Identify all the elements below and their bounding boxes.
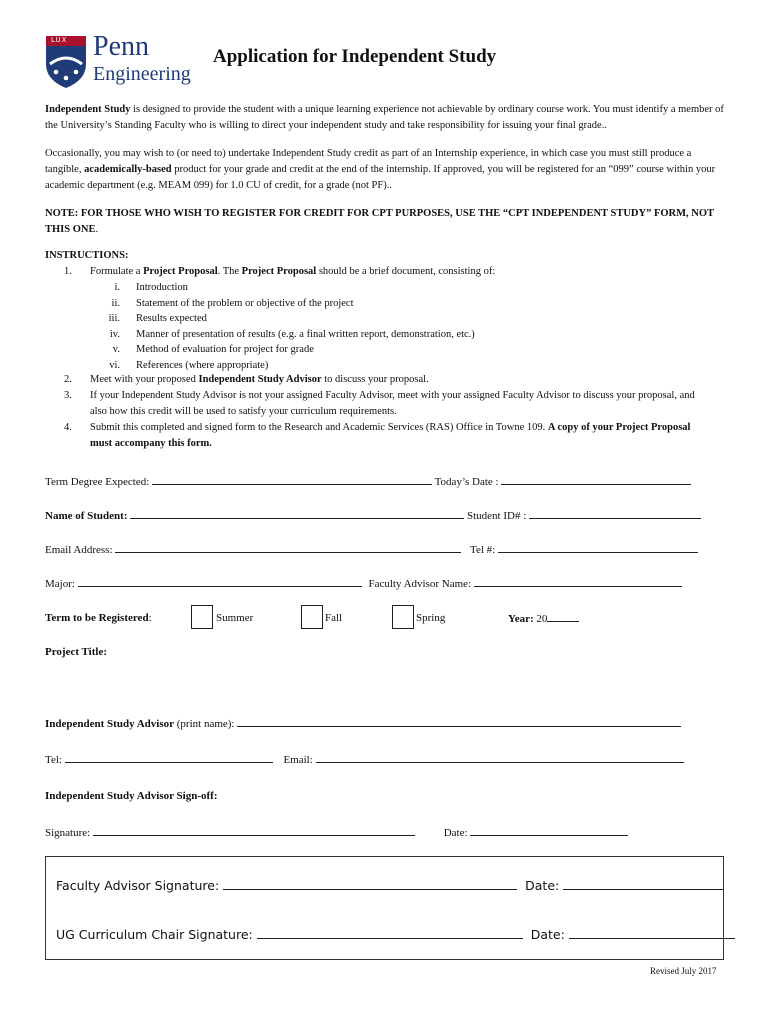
term-degree-label: Term Degree Expected:	[45, 476, 150, 488]
student-id-label: Student ID# :	[467, 510, 527, 522]
term-registered-text: Term to be Registered	[45, 612, 149, 624]
list-num: i.	[114, 282, 120, 293]
intro-text: Occasionally, you may wish to (or need to) undertake Independent Study credit as part of an Internship experience, in which case you must still produce a tangible,	[45, 148, 692, 175]
year-field[interactable]	[547, 611, 579, 622]
step-bold: Project Proposal	[143, 266, 218, 277]
list-text: Method of evaluation for project for grade	[136, 344, 314, 356]
major-label: Major:	[45, 578, 75, 590]
chair-signature-field[interactable]	[257, 926, 523, 939]
year-label: Year:	[508, 613, 534, 625]
step-text: Formulate a	[90, 266, 144, 277]
list-text: Introduction	[136, 282, 188, 293]
tel-label: Tel #:	[470, 544, 496, 556]
student-name-row	[45, 508, 701, 523]
faculty-date-label: Date:	[525, 878, 560, 893]
step-1	[90, 264, 495, 280]
faculty-advisor-name-label: Faculty Advisor Name:	[368, 578, 472, 590]
revised-date: Revised July 2017	[650, 966, 717, 976]
step-4	[90, 420, 710, 452]
step-4-num: 4.	[64, 422, 72, 433]
step-2	[90, 372, 429, 388]
intro-bold: Independent Study	[45, 104, 131, 115]
project-title-label: Project Title:	[45, 646, 108, 658]
todays-date-field[interactable]	[501, 474, 691, 485]
step-text: . The	[217, 266, 242, 277]
chair-signature-row	[56, 926, 735, 942]
step-text: to discuss your proposal.	[321, 374, 429, 385]
faculty-advisor-name-field[interactable]	[474, 576, 682, 587]
step-3: If your Independent Study Advisor is not your assigned Faculty Advisor, meet with your assigned Faculty Advisor to discuss your proposal, and also how this credit will be used to satisfy your curriculum requirements.	[90, 390, 695, 417]
page-title: Application for Independent Study	[213, 46, 497, 67]
student-name-field[interactable]	[130, 508, 464, 519]
list-text: References (where appropriate)	[136, 359, 269, 371]
signature-field[interactable]	[93, 825, 415, 836]
signature-date-label: Date:	[443, 827, 468, 839]
summer-label: Summer	[216, 612, 254, 624]
signature-date-field[interactable]	[470, 825, 628, 836]
shield-text: LUX	[51, 36, 68, 44]
year-prefix: 20	[536, 613, 548, 625]
list-num: ii.	[111, 297, 120, 309]
intro-text: is designed to provide the student with a unique learning experience not achievable by ordinary course work. You must identify a member of the University’s Standing Faculty who is willing to direct your independent study and take responsibility for issuing your final grade..	[45, 104, 724, 131]
chair-date-field[interactable]	[569, 926, 735, 939]
step-2-num: 2.	[64, 374, 72, 385]
list-num: iv.	[109, 328, 120, 340]
term-colon: :	[148, 612, 152, 624]
note-end: .	[95, 224, 99, 235]
intro-paragraph-1	[45, 102, 725, 134]
list-text: Statement of the problem or objective of the project	[136, 297, 354, 309]
spring-checkbox[interactable]	[392, 605, 414, 629]
note-bold: NOTE: FOR THOSE WHO WISH TO REGISTER FOR CREDIT FOR CPT PURPOSES, USE THE “CPT INDEPENDENT STUDY” FORM, NOT THIS ONE	[45, 208, 714, 235]
faculty-signature-label: Faculty Advisor Signature:	[56, 878, 220, 893]
intro-paragraph-2	[45, 146, 725, 194]
advisor-email-field[interactable]	[316, 752, 684, 763]
advisor-row	[45, 716, 681, 731]
summer-checkbox[interactable]	[191, 605, 213, 629]
intro-bold: academically-based	[84, 164, 172, 175]
faculty-date-field[interactable]	[563, 877, 723, 890]
major-row	[45, 576, 682, 591]
step-text: should be a brief document, consisting of:	[316, 266, 496, 277]
list-num: vi.	[109, 359, 120, 371]
fall-checkbox[interactable]	[301, 605, 323, 629]
step-text: Meet with your proposed	[90, 374, 199, 385]
step-bold: Project Proposal	[241, 266, 317, 277]
email-label: Email Address:	[45, 544, 113, 556]
logo-penn: Penn	[93, 31, 149, 62]
advisor-contact-row	[45, 752, 684, 767]
chair-date-label: Date:	[530, 927, 565, 942]
chair-signature-label: UG Curriculum Chair Signature:	[56, 927, 253, 942]
signature-label: Signature:	[45, 827, 91, 839]
signoff-heading: Independent Study Advisor Sign-off:	[45, 790, 218, 802]
penn-engineering-logo	[45, 31, 191, 90]
term-registered-label	[45, 611, 152, 625]
term-degree-row	[45, 474, 691, 489]
list-text: Manner of presentation of results (e.g. a final written report, demonstration, etc.)	[136, 328, 475, 340]
spring-label: Spring	[416, 612, 446, 624]
advisor-label-rest: (print name):	[174, 718, 235, 730]
step-bold: A copy of your Project Proposal must accompany this form.	[90, 422, 691, 449]
list-text: Results expected	[136, 313, 207, 325]
fall-label: Fall	[325, 612, 343, 624]
list-num: v.	[112, 344, 120, 356]
advisor-tel-field[interactable]	[65, 752, 273, 763]
tel-field[interactable]	[498, 542, 698, 553]
step-3-num: 3.	[64, 390, 72, 401]
step-text: Submit this completed and signed form to the Research and Academic Services (RAS) Office in Towne 109.	[90, 422, 548, 433]
step-1-num: 1.	[64, 266, 72, 277]
logo-engineering: Engineering	[93, 63, 191, 85]
faculty-signature-row	[56, 877, 723, 893]
intro-text: product for your grade and credit at the end of the internship. If approved, you will be registered for an “099” course within your academic department (e.g. MEAM 099) for 1.0 CU of credit, for a grade (not PF)..	[45, 164, 716, 191]
email-row	[45, 542, 698, 557]
faculty-signature-field[interactable]	[223, 877, 517, 890]
advisor-email-label: Email:	[283, 754, 313, 766]
major-field[interactable]	[78, 576, 362, 587]
student-name-label: Name of Student:	[45, 510, 128, 522]
student-id-field[interactable]	[529, 508, 701, 519]
year-row	[508, 611, 579, 626]
list-num: iii.	[108, 313, 120, 325]
instructions-heading: INSTRUCTIONS:	[45, 250, 129, 261]
todays-date-label: Today’s Date :	[434, 476, 499, 488]
signature-row	[45, 825, 628, 840]
project-title-field[interactable]	[120, 642, 720, 692]
term-degree-field[interactable]	[152, 474, 432, 485]
step-bold: Independent Study Advisor	[198, 374, 322, 385]
email-field[interactable]	[115, 542, 461, 553]
advisor-label-bold: Independent Study Advisor	[45, 718, 174, 730]
cpt-note	[45, 206, 725, 238]
approval-box	[45, 856, 724, 960]
advisor-tel-label: Tel:	[45, 754, 62, 766]
advisor-name-field[interactable]	[237, 716, 681, 727]
